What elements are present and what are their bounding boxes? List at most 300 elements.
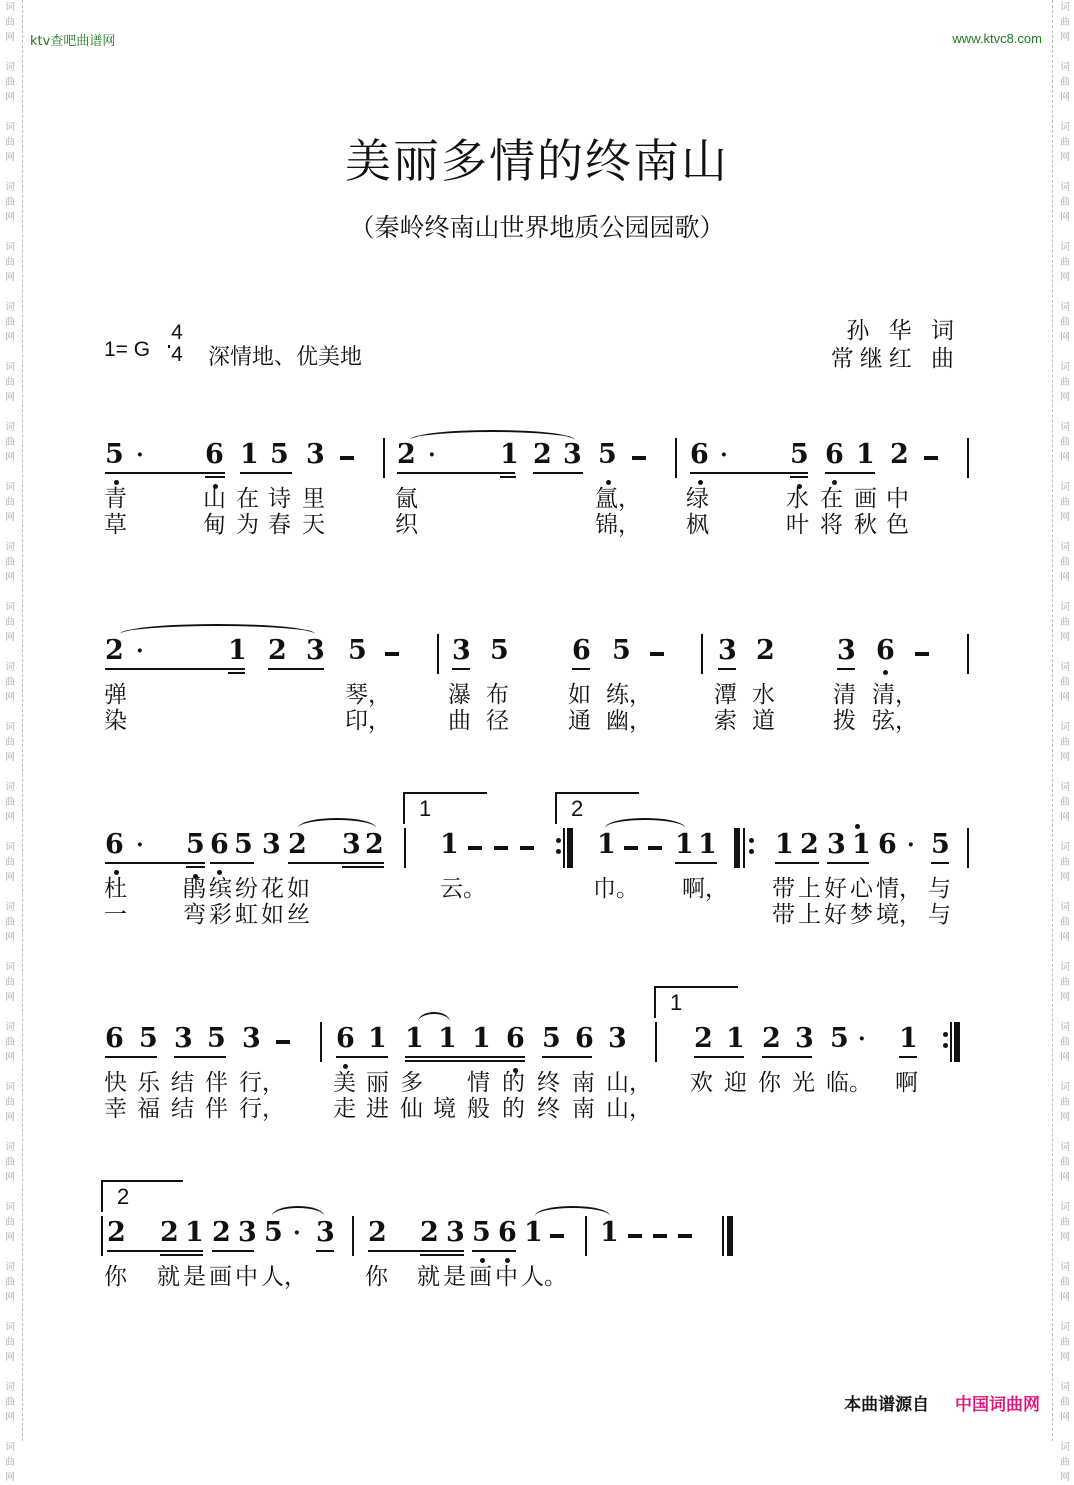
dash <box>632 456 646 460</box>
lyric: 水 <box>752 682 775 708</box>
underline <box>228 672 245 674</box>
underline <box>827 862 869 864</box>
volta-bracket-2 <box>101 1180 183 1212</box>
underline <box>675 862 717 864</box>
augmentation-dot: · <box>720 442 728 468</box>
lyricist-credit: 孙 华 词 <box>846 318 960 344</box>
lyric: 画 <box>209 1264 232 1290</box>
note: 6 <box>506 1023 525 1054</box>
barline <box>352 1216 354 1256</box>
lyric: 啊， <box>682 876 728 902</box>
augmentation-dot: · <box>907 832 915 858</box>
dash <box>678 1234 692 1238</box>
augmentation-dot: · <box>136 832 144 858</box>
note: 6 <box>205 439 224 470</box>
note: 1 <box>368 1023 387 1054</box>
note: 2 <box>762 1023 781 1054</box>
watermark-text: 词 曲 网 <box>1060 362 1070 403</box>
note: 3 <box>306 439 325 470</box>
lyric: 色 <box>886 512 909 538</box>
lyric: 鹃 <box>183 876 206 902</box>
watermark-text: 词 曲 网 <box>1060 662 1070 703</box>
lyric: 青 <box>104 486 127 512</box>
note: 5 <box>472 1217 491 1248</box>
key-signature: 1= G <box>104 338 151 361</box>
note: 2 <box>288 829 307 860</box>
note: 5 <box>490 635 509 666</box>
note: 6 <box>210 829 229 860</box>
underline <box>542 1056 592 1058</box>
low-dot <box>114 480 119 485</box>
underline <box>107 1250 203 1252</box>
note: 1 <box>405 1023 424 1054</box>
watermark-text: 词 曲 网 <box>1060 602 1070 643</box>
lyric: 中 <box>886 486 909 512</box>
dash <box>520 846 534 850</box>
note: 6 <box>690 439 709 470</box>
lyric: 好 <box>824 876 847 902</box>
watermark-text: 词 曲 网 <box>5 1022 15 1063</box>
underline <box>452 668 470 670</box>
note: 5 <box>931 829 950 860</box>
note: 3 <box>242 1023 261 1054</box>
augmentation-dot: · <box>136 638 144 664</box>
lyric: 如 <box>568 682 591 708</box>
repeat-end-thick-bar <box>567 828 573 868</box>
dash <box>385 652 399 656</box>
header-site-url[interactable]: www.ktvc8.com <box>952 31 1042 46</box>
time-sig-divider <box>168 345 170 348</box>
lyric: 里 <box>302 486 325 512</box>
tempo-marking: 深情地、优美地 <box>208 345 363 370</box>
lyric: 结 <box>171 1070 194 1096</box>
low-dot <box>832 480 837 485</box>
watermark-text: 词 曲 网 <box>5 1082 15 1123</box>
watermark-text: 词 曲 网 <box>5 602 15 643</box>
low-dot <box>698 480 703 485</box>
watermark-text: 词 曲 网 <box>5 842 15 883</box>
note: 5 <box>830 1023 849 1054</box>
barline <box>437 634 439 674</box>
lyric: 巾。 <box>593 876 639 902</box>
barline <box>967 634 969 674</box>
volta-number: 2 <box>117 1184 130 1209</box>
lyric: 情 <box>467 1070 490 1096</box>
note: 3 <box>827 829 846 860</box>
lyric: 欢 <box>690 1070 713 1096</box>
note: 1 <box>185 1217 204 1248</box>
lyric: 就 <box>417 1264 440 1290</box>
lyric: 多 <box>400 1070 423 1096</box>
barline <box>967 438 969 478</box>
barline <box>743 828 745 868</box>
volta-bracket-1 <box>403 792 487 824</box>
slur <box>418 1012 450 1022</box>
high-dot <box>855 824 860 829</box>
note: 2 <box>368 1217 387 1248</box>
lyric: 境， <box>876 902 922 928</box>
lyric: 清 <box>833 682 856 708</box>
lyric: 的 <box>502 1070 525 1096</box>
note: 3 <box>174 1023 193 1054</box>
lyric: 是 <box>443 1264 466 1290</box>
lyric: 画 <box>469 1264 492 1290</box>
note: 2 <box>268 635 287 666</box>
lyric: 缤 <box>209 876 232 902</box>
augmentation-dot: · <box>136 442 144 468</box>
low-dot <box>606 480 611 485</box>
lyric: 诗 <box>268 486 291 512</box>
watermark-text: 词 曲 网 <box>1060 482 1070 523</box>
watermark-text: 词 曲 网 <box>1060 962 1070 1003</box>
note: 1 <box>597 829 616 860</box>
lyric: 山， <box>606 1096 652 1122</box>
note: 5 <box>348 635 367 666</box>
note: 5 <box>790 439 809 470</box>
underline <box>342 866 384 868</box>
watermark-text: 词 曲 网 <box>5 2 15 43</box>
note: 5 <box>207 1023 226 1054</box>
watermark-text: 词 曲 网 <box>1060 122 1070 163</box>
note: 1 <box>240 439 259 470</box>
lyric: 云。 <box>440 876 486 902</box>
lyric: 径 <box>486 708 509 734</box>
note: 1 <box>500 439 519 470</box>
watermark-text: 词 曲 网 <box>5 62 15 103</box>
underline <box>268 668 324 670</box>
watermark-text: 词 曲 网 <box>5 1382 15 1423</box>
underline <box>212 1250 254 1252</box>
note: 2 <box>107 1217 126 1248</box>
lyric: 山， <box>606 1070 652 1096</box>
lyric: 在 <box>820 486 843 512</box>
note: 3 <box>837 635 856 666</box>
note: 1 <box>440 829 459 860</box>
lyric: 伴 <box>205 1070 228 1096</box>
lyric: 光 <box>792 1070 815 1096</box>
underline <box>336 1056 388 1058</box>
lyric: 人。 <box>521 1264 567 1290</box>
note: 3 <box>306 635 325 666</box>
lyric: 拨 <box>833 708 856 734</box>
lyric: 将 <box>820 512 843 538</box>
lyric: 如 <box>287 876 310 902</box>
watermark-text: 词 曲 网 <box>1060 722 1070 763</box>
watermark-text: 词 曲 网 <box>1060 422 1070 463</box>
lyric: 南 <box>572 1096 595 1122</box>
lyric: 境 <box>433 1096 456 1122</box>
note: 1 <box>899 1023 918 1054</box>
watermark-text: 词 曲 网 <box>5 1322 15 1363</box>
dash <box>648 846 662 850</box>
lyric: 一 <box>104 902 127 928</box>
note: 2 <box>212 1217 231 1248</box>
underline <box>790 476 808 478</box>
watermark-text: 词 曲 网 <box>1060 1022 1070 1063</box>
lyric: 天 <box>302 512 325 538</box>
note: 5 <box>139 1023 158 1054</box>
lyric: 幽， <box>606 708 652 734</box>
lyric: 印， <box>345 708 391 734</box>
lyric: 草 <box>104 512 127 538</box>
note: 6 <box>575 1023 594 1054</box>
lyric: 秋 <box>854 512 877 538</box>
note: 3 <box>608 1023 627 1054</box>
note: 1 <box>472 1023 491 1054</box>
time-signature <box>168 322 186 366</box>
watermark-text: 词 曲 网 <box>1060 1142 1070 1183</box>
underline <box>105 1056 157 1058</box>
watermark-text: 词 曲 网 <box>5 182 15 223</box>
lyric: 琴， <box>345 682 391 708</box>
lyric: 画 <box>854 486 877 512</box>
underline <box>899 1056 917 1058</box>
lyric: 布 <box>486 682 509 708</box>
note: 2 <box>800 829 819 860</box>
note: 6 <box>105 829 124 860</box>
lyric: 曲 <box>448 708 471 734</box>
note: 5 <box>264 1217 283 1248</box>
watermark-text: 词 曲 网 <box>5 902 15 943</box>
dash <box>650 652 664 656</box>
augmentation-dot: · <box>858 1026 866 1052</box>
watermark-text: 词 曲 网 <box>1060 242 1070 283</box>
lyric: 叶 <box>786 512 809 538</box>
watermark-text: 词 曲 网 <box>1060 542 1070 583</box>
lyric: 索 <box>714 708 737 734</box>
note: 3 <box>342 829 361 860</box>
note: 1 <box>675 829 694 860</box>
note: 1 <box>856 439 875 470</box>
lyric: 锦， <box>595 512 641 538</box>
underline <box>775 862 819 864</box>
watermark-text: 词 曲 网 <box>1060 902 1070 943</box>
low-dot <box>883 670 888 675</box>
note: 1 <box>228 635 247 666</box>
dash <box>628 1234 642 1238</box>
lyric: 仙 <box>400 1096 423 1122</box>
underline <box>288 862 384 864</box>
lyric: 终 <box>537 1096 560 1122</box>
lyric: 山 <box>203 486 226 512</box>
underline <box>472 1250 516 1252</box>
dash <box>494 846 508 850</box>
note: 3 <box>262 829 281 860</box>
watermark-text: 词 曲 网 <box>1060 842 1070 883</box>
watermark-text: 词 曲 网 <box>1060 182 1070 223</box>
note: 5 <box>542 1023 561 1054</box>
underline <box>500 476 516 478</box>
lyric: 终 <box>537 1070 560 1096</box>
note: 5 <box>105 439 124 470</box>
lyric: 中 <box>495 1264 518 1290</box>
lyric: 甸 <box>203 512 226 538</box>
volta-bracket-1 <box>654 986 738 1018</box>
dash <box>276 1040 290 1044</box>
watermark-text: 词 曲 网 <box>5 1262 15 1303</box>
lyric: 与 <box>928 902 951 928</box>
watermark-text: 词 曲 网 <box>5 662 15 703</box>
watermark-text: 词 曲 网 <box>5 122 15 163</box>
lyric: 伴 <box>205 1096 228 1122</box>
lyric: 如 <box>261 902 284 928</box>
lyric: 绿 <box>686 486 709 512</box>
volta-number: 1 <box>670 990 683 1015</box>
underline <box>368 1250 464 1252</box>
lyric: 虹 <box>235 902 258 928</box>
note: 5 <box>270 439 289 470</box>
watermark-text: 词 曲 网 <box>1060 1382 1070 1423</box>
underline <box>837 668 855 670</box>
barline <box>563 828 565 868</box>
note: 1 <box>600 1217 619 1248</box>
lyric: 乐 <box>137 1070 160 1096</box>
note: 1 <box>524 1217 543 1248</box>
underline <box>718 668 736 670</box>
lyric: 你 <box>104 1264 127 1290</box>
note: 1 <box>698 829 717 860</box>
lyric: 上 <box>798 902 821 928</box>
low-dot <box>505 1258 510 1263</box>
lyric: 瀑 <box>448 682 471 708</box>
lyric: 染 <box>104 708 127 734</box>
barline <box>585 1216 587 1256</box>
barline <box>722 1216 724 1256</box>
lyric: 带 <box>772 876 795 902</box>
lyric: 丽 <box>366 1070 389 1096</box>
lyric: 是 <box>183 1264 206 1290</box>
underline <box>533 472 583 474</box>
watermark-text: 词 曲 网 <box>1060 2 1070 43</box>
source-label: 本曲谱源自 <box>844 1395 930 1415</box>
lyric: 枫 <box>686 512 709 538</box>
note: 1 <box>438 1023 457 1054</box>
lyric: 在 <box>236 486 259 512</box>
lyric: 就 <box>157 1264 180 1290</box>
lyric: 弯 <box>183 902 206 928</box>
watermark-text: 词 曲 网 <box>5 782 15 823</box>
watermark-text: 词 曲 网 <box>1060 1082 1070 1123</box>
lyric: 行， <box>239 1070 285 1096</box>
lyric: 幸 <box>104 1096 127 1122</box>
note: 6 <box>572 635 591 666</box>
barline <box>404 828 406 868</box>
note: 5 <box>612 635 631 666</box>
lyric: 清， <box>872 682 918 708</box>
volta-number: 2 <box>571 796 584 821</box>
watermark-text: 词 曲 网 <box>5 722 15 763</box>
note: 3 <box>795 1023 814 1054</box>
underline <box>240 472 292 474</box>
dash <box>624 846 638 850</box>
repeat-start-thick-bar <box>734 828 740 868</box>
lyric: 潭 <box>714 682 737 708</box>
lyric: 梦 <box>850 902 873 928</box>
low-dot <box>114 870 119 875</box>
lyric: 水 <box>786 486 809 512</box>
note: 3 <box>718 635 737 666</box>
lyric: 纷 <box>235 876 258 902</box>
barline <box>967 828 969 868</box>
dash <box>653 1234 667 1238</box>
lyric: 人， <box>261 1264 307 1290</box>
lyric: 与 <box>928 876 951 902</box>
dash <box>340 456 354 460</box>
repeat-end-dots <box>943 1026 948 1054</box>
underline <box>186 866 205 868</box>
dash <box>468 846 482 850</box>
note: 2 <box>420 1217 439 1248</box>
lyric: 好 <box>824 902 847 928</box>
note: 2 <box>756 635 775 666</box>
underline <box>105 862 205 864</box>
underline <box>690 472 808 474</box>
slur <box>120 624 315 634</box>
barline <box>675 438 677 478</box>
slur <box>272 1206 324 1216</box>
barline <box>101 1216 103 1256</box>
source-site-link[interactable]: 中国词曲网 <box>955 1395 1040 1415</box>
lyric: 道 <box>752 708 775 734</box>
note: 2 <box>397 439 416 470</box>
note: 3 <box>238 1217 257 1248</box>
time-sig-top: 4 <box>171 321 183 344</box>
lyric: 啊 <box>895 1070 918 1096</box>
lyric: 般 <box>467 1096 490 1122</box>
watermark-text: 词 曲 网 <box>1060 302 1070 343</box>
underline <box>762 1056 812 1058</box>
note: 3 <box>563 439 582 470</box>
note: 6 <box>105 1023 124 1054</box>
song-title: 美丽多情的终南山 <box>345 134 729 188</box>
lyric: 带 <box>772 902 795 928</box>
lyric: 你 <box>365 1264 388 1290</box>
lyric: 弦， <box>872 708 918 734</box>
underline <box>405 1056 525 1058</box>
lyric: 织 <box>395 512 418 538</box>
composer-credit: 常继红 曲 <box>830 346 960 372</box>
underline <box>405 1060 525 1062</box>
underline <box>825 472 875 474</box>
underline <box>572 668 590 670</box>
underline <box>210 862 254 864</box>
note: 3 <box>452 635 471 666</box>
barline <box>320 1022 322 1062</box>
lyric: 中 <box>235 1264 258 1290</box>
slur <box>535 1206 610 1216</box>
underline <box>105 668 245 670</box>
underline <box>205 476 225 478</box>
lyric: 南 <box>572 1070 595 1096</box>
repeat-end-thick-bar <box>954 1022 960 1062</box>
barline <box>655 1022 657 1062</box>
underline <box>316 1250 334 1252</box>
song-subtitle: （秦岭终南山世界地质公园园歌） <box>349 213 725 242</box>
note: 2 <box>365 829 384 860</box>
repeat-start-dots <box>749 832 754 860</box>
underline <box>931 862 949 864</box>
lyric: 春 <box>268 512 291 538</box>
lyric: 杜 <box>104 876 127 902</box>
watermark-text: 词 曲 网 <box>5 482 15 523</box>
watermark-text: 词 曲 网 <box>5 362 15 403</box>
dash <box>550 1234 564 1238</box>
header-site-name[interactable]: ktv查吧曲谱网 <box>30 34 116 49</box>
repeat-end-dots <box>556 832 561 860</box>
watermark-text: 词 曲 网 <box>5 1202 15 1243</box>
lyric: 你 <box>758 1070 781 1096</box>
note: 6 <box>878 829 897 860</box>
